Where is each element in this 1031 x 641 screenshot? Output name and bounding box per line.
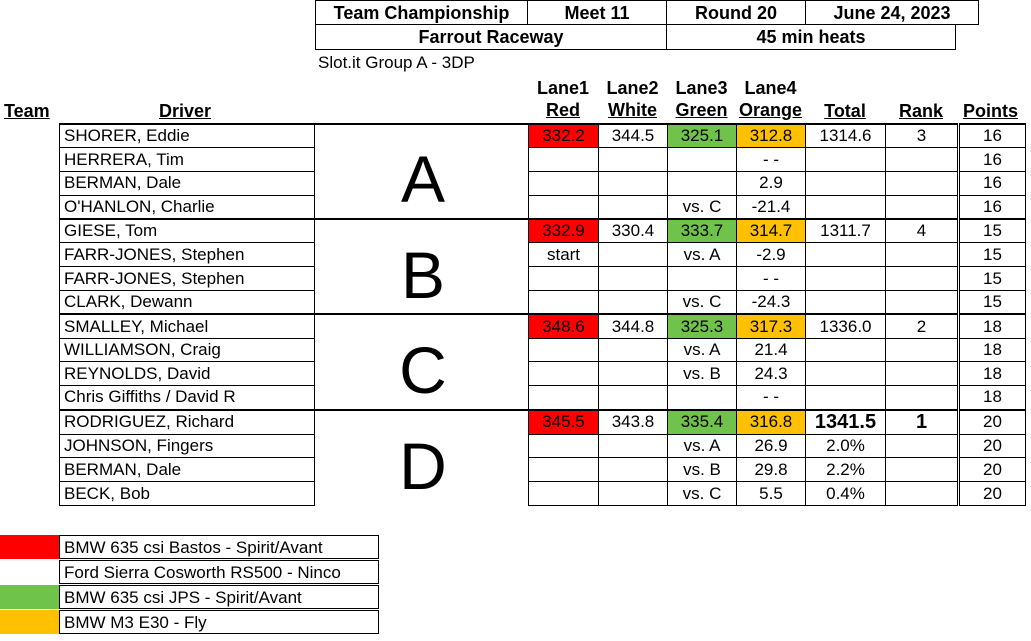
points-cell: 18 xyxy=(960,386,1026,410)
total-cell xyxy=(806,362,886,386)
l2-cell xyxy=(599,362,668,386)
l4-cell: 316.8 xyxy=(737,410,806,435)
l3-cell: vs. C xyxy=(668,195,737,219)
table-row xyxy=(60,386,1026,410)
l1-cell xyxy=(529,148,599,172)
l2-cell xyxy=(599,291,668,315)
l1-cell xyxy=(529,172,599,196)
l3-cell: vs. A xyxy=(668,434,737,458)
total-cell: 1341.5 xyxy=(806,410,886,435)
rank-cell xyxy=(886,482,958,506)
points-column-header: Points xyxy=(962,101,1018,121)
l1-cell: start xyxy=(529,243,599,267)
championship-title: Team Championship xyxy=(315,0,528,25)
driver-cell: BERMAN, Dale xyxy=(60,458,315,482)
l1-cell: 332.9 xyxy=(529,219,599,243)
points-cell: 15 xyxy=(960,291,1026,315)
table-row xyxy=(60,482,1026,506)
points-cell: 16 xyxy=(960,172,1026,196)
table-row xyxy=(60,291,1026,315)
l3-cell xyxy=(668,172,737,196)
l3-cell: 325.3 xyxy=(668,314,737,338)
lane2-column-header: Lane2 White xyxy=(606,78,659,120)
team-column-header: Team xyxy=(4,101,50,121)
l2-cell xyxy=(599,482,668,506)
total-cell xyxy=(806,148,886,172)
driver-cell: SMALLEY, Michael xyxy=(60,314,315,338)
driver-cell: REYNOLDS, David xyxy=(60,362,315,386)
driver-cell: SHORER, Eddie xyxy=(60,124,315,148)
driver-cell: WILLIAMSON, Craig xyxy=(60,338,315,362)
l3-cell: 325.1 xyxy=(668,124,737,148)
rank-cell xyxy=(886,243,958,267)
driver-cell: BECK, Bob xyxy=(60,482,315,506)
l2-cell: 344.5 xyxy=(599,124,668,148)
l1-cell: 345.5 xyxy=(529,410,599,435)
table-row xyxy=(60,219,1026,243)
rank-cell xyxy=(886,267,958,291)
l3-cell xyxy=(668,386,737,410)
l2-cell: 343.8 xyxy=(599,410,668,435)
rank-cell xyxy=(886,148,958,172)
team-letter-a: A xyxy=(400,142,446,216)
rank-cell xyxy=(886,362,958,386)
l4-cell: - - xyxy=(737,267,806,291)
driver-cell: FARR-JONES, Stephen xyxy=(60,267,315,291)
l2-cell xyxy=(599,243,668,267)
l1-cell xyxy=(529,362,599,386)
table-row xyxy=(60,267,1026,291)
total-cell: 1336.0 xyxy=(806,314,886,338)
rank-cell xyxy=(886,195,958,219)
l1-cell xyxy=(529,291,599,315)
total-cell: 1311.7 xyxy=(806,219,886,243)
rank-cell xyxy=(886,172,958,196)
legend-swatch xyxy=(0,560,59,584)
legend-label: Ford Sierra Cosworth RS500 - Ninco xyxy=(59,560,379,584)
points-cell: 20 xyxy=(960,482,1026,506)
rank-cell xyxy=(886,386,958,410)
driver-cell: GIESE, Tom xyxy=(60,219,315,243)
points-cell: 18 xyxy=(960,314,1026,338)
points-cell: 18 xyxy=(960,338,1026,362)
l4-cell: -24.3 xyxy=(737,291,806,315)
l3-cell: vs. B xyxy=(668,362,737,386)
rank-column-header: Rank xyxy=(898,101,943,121)
l1-cell xyxy=(529,458,599,482)
points-cell: 16 xyxy=(960,124,1026,148)
total-column-header: Total xyxy=(824,101,866,121)
rank-cell xyxy=(886,291,958,315)
l4-cell: - - xyxy=(737,386,806,410)
l2-cell xyxy=(599,172,668,196)
rank-cell xyxy=(886,338,958,362)
meet-label: Meet 11 xyxy=(527,0,667,25)
rank-cell: 1 xyxy=(886,410,958,435)
legend-swatch xyxy=(0,610,59,634)
driver-cell: CLARK, Dewann xyxy=(60,291,315,315)
l4-cell: -21.4 xyxy=(737,195,806,219)
points-cell: 15 xyxy=(960,267,1026,291)
l3-cell: 333.7 xyxy=(668,219,737,243)
driver-cell: FARR-JONES, Stephen xyxy=(60,243,315,267)
lane4-column-header: Lane4 Orange xyxy=(738,78,803,120)
total-cell xyxy=(806,291,886,315)
table-row xyxy=(60,243,1026,267)
table-row xyxy=(60,195,1026,219)
l2-cell xyxy=(599,195,668,219)
l3-cell: vs. A xyxy=(668,243,737,267)
table-row xyxy=(60,148,1026,172)
l3-cell xyxy=(668,148,737,172)
team-letter-b: B xyxy=(400,238,446,312)
l4-cell: 314.7 xyxy=(737,219,806,243)
legend-label: BMW M3 E30 - Fly xyxy=(59,610,379,634)
legend-label: BMW 635 csi JPS - Spirit/Avant xyxy=(59,585,379,609)
rank-cell: 4 xyxy=(886,219,958,243)
driver-column-header: Driver xyxy=(159,101,212,121)
rank-cell: 2 xyxy=(886,314,958,338)
points-cell: 16 xyxy=(960,148,1026,172)
table-row xyxy=(60,410,1026,435)
l4-cell: 26.9 xyxy=(737,434,806,458)
venue-label: Farrout Raceway xyxy=(315,24,667,50)
total-cell xyxy=(806,172,886,196)
l4-cell: 317.3 xyxy=(737,314,806,338)
results-table xyxy=(59,123,1026,506)
l2-cell xyxy=(599,338,668,362)
points-cell: 20 xyxy=(960,434,1026,458)
l4-cell: 21.4 xyxy=(737,338,806,362)
l1-cell xyxy=(529,434,599,458)
total-cell: 0.4% xyxy=(806,482,886,506)
table-row xyxy=(60,314,1026,338)
legend-label: BMW 635 csi Bastos - Spirit/Avant xyxy=(59,535,379,559)
total-cell: 1314.6 xyxy=(806,124,886,148)
table-row xyxy=(60,338,1026,362)
total-cell xyxy=(806,338,886,362)
total-cell: 2.2% xyxy=(806,458,886,482)
total-cell xyxy=(806,267,886,291)
l2-cell xyxy=(599,434,668,458)
table-row xyxy=(60,362,1026,386)
l3-cell xyxy=(668,267,737,291)
legend-swatch xyxy=(0,585,59,609)
table-row xyxy=(60,124,1026,148)
l4-cell: - - xyxy=(737,148,806,172)
l4-cell: 24.3 xyxy=(737,362,806,386)
round-label: Round 20 xyxy=(666,0,806,25)
total-cell: 2.0% xyxy=(806,434,886,458)
l3-cell: vs. B xyxy=(668,458,737,482)
l1-cell xyxy=(529,267,599,291)
l1-cell: 348.6 xyxy=(529,314,599,338)
legend-swatch xyxy=(0,535,59,559)
l2-cell xyxy=(599,267,668,291)
team-letter-c: C xyxy=(399,333,447,407)
rank-cell xyxy=(886,458,958,482)
l2-cell xyxy=(599,148,668,172)
class-label: Slot.it Group A - 3DP xyxy=(318,53,475,72)
date-label: June 24, 2023 xyxy=(805,0,979,25)
points-cell: 18 xyxy=(960,362,1026,386)
table-row xyxy=(60,458,1026,482)
driver-cell: JOHNSON, Fingers xyxy=(60,434,315,458)
rank-cell xyxy=(886,434,958,458)
l1-cell xyxy=(529,386,599,410)
driver-cell: Chris Giffiths / David R xyxy=(60,386,315,410)
l3-cell: 335.4 xyxy=(668,410,737,435)
l4-cell: 2.9 xyxy=(737,172,806,196)
lane1-column-header: Lane1 Red xyxy=(536,78,590,120)
total-cell xyxy=(806,386,886,410)
table-row xyxy=(60,172,1026,196)
l1-cell xyxy=(529,195,599,219)
driver-cell: O'HANLON, Charlie xyxy=(60,195,315,219)
l3-cell: vs. C xyxy=(668,291,737,315)
l2-cell: 330.4 xyxy=(599,219,668,243)
points-cell: 20 xyxy=(960,410,1026,435)
l2-cell xyxy=(599,458,668,482)
l3-cell: vs. C xyxy=(668,482,737,506)
l4-cell: 312.8 xyxy=(737,124,806,148)
driver-cell: RODRIGUEZ, Richard xyxy=(60,410,315,435)
l4-cell: 5.5 xyxy=(737,482,806,506)
l1-cell xyxy=(529,338,599,362)
driver-cell: HERRERA, Tim xyxy=(60,148,315,172)
l1-cell xyxy=(529,482,599,506)
l2-cell xyxy=(599,386,668,410)
rank-cell: 3 xyxy=(886,124,958,148)
l1-cell: 332.2 xyxy=(529,124,599,148)
points-cell: 15 xyxy=(960,219,1026,243)
table-row xyxy=(60,434,1026,458)
team-letter-d: D xyxy=(399,429,447,503)
heats-label: 45 min heats xyxy=(666,24,956,50)
lane3-column-header: Lane3 Green xyxy=(675,78,728,120)
total-cell xyxy=(806,195,886,219)
l4-cell: -2.9 xyxy=(737,243,806,267)
points-cell: 16 xyxy=(960,195,1026,219)
l2-cell: 344.8 xyxy=(599,314,668,338)
total-cell xyxy=(806,243,886,267)
l4-cell: 29.8 xyxy=(737,458,806,482)
driver-cell: BERMAN, Dale xyxy=(60,172,315,196)
l3-cell: vs. A xyxy=(668,338,737,362)
points-cell: 20 xyxy=(960,458,1026,482)
points-cell: 15 xyxy=(960,243,1026,267)
